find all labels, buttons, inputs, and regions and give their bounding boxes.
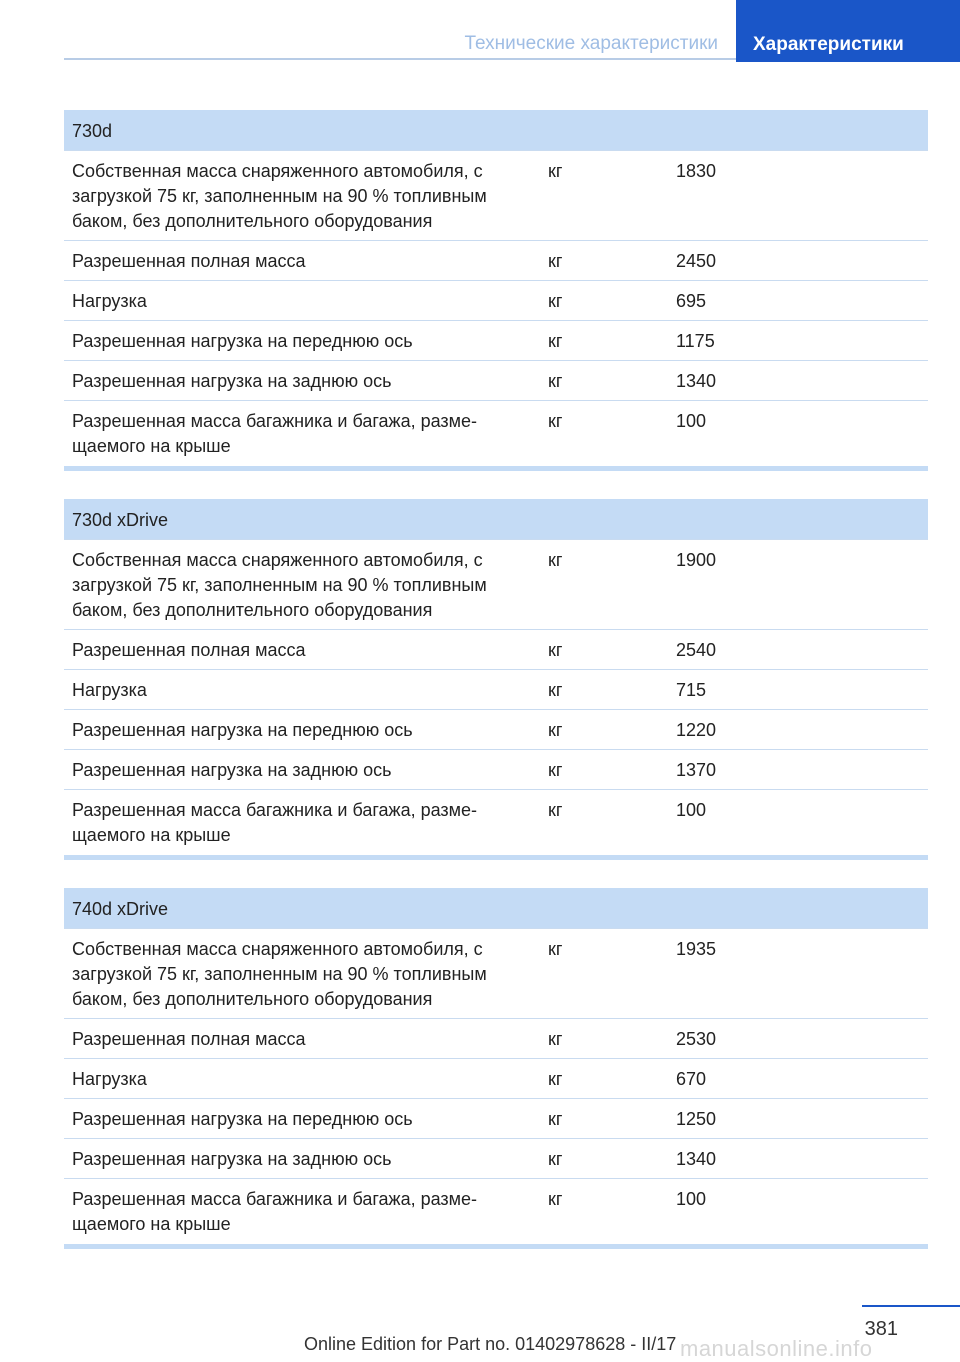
row-unit: кг [548, 161, 563, 181]
row-value: 695 [676, 291, 707, 311]
table-title: 740d xDrive [64, 888, 928, 928]
page-header [64, 0, 960, 62]
spec-table-730d-xdrive [64, 499, 928, 860]
table-row [64, 1098, 928, 1138]
row-value: 1175 [676, 331, 715, 351]
row-label: Разрешенная нагрузка на переднюю ось [72, 331, 413, 351]
row-unit: кг [548, 800, 563, 820]
table-row [64, 539, 928, 629]
row-unit: кг [548, 411, 563, 431]
table-row [64, 928, 928, 1018]
table-row [64, 240, 928, 280]
row-unit: кг [548, 251, 563, 271]
chapter-tab: Характеристики [736, 0, 960, 62]
table-row [64, 150, 928, 240]
row-unit: кг [548, 1109, 563, 1129]
row-label: Собственная масса снаряженного автомобиля, с загрузкой 75 кг, заполненным на 90 % топливным баком, без дополнительного оборудования [72, 161, 487, 231]
table-row [64, 400, 928, 466]
row-unit: кг [548, 939, 563, 959]
row-label: Собственная масса снаряженного автомобиля, с загрузкой 75 кг, заполненным на 90 % топливным баком, без дополнительного оборудования [72, 939, 487, 1009]
table-row [64, 669, 928, 709]
row-label: Разрешенная нагрузка на переднюю ось [72, 720, 413, 740]
row-unit: кг [548, 331, 563, 351]
table-row [64, 789, 928, 855]
row-value: 100 [676, 800, 707, 820]
table-bottom-rule [64, 466, 928, 471]
row-value: 1900 [676, 550, 717, 570]
table-row [64, 280, 928, 320]
row-value: 1250 [676, 1109, 717, 1129]
table-row [64, 320, 928, 360]
row-label: Разрешенная полная масса [72, 1029, 306, 1049]
row-label: Разрешенная нагрузка на заднюю ось [72, 760, 392, 780]
row-value: 670 [676, 1069, 707, 1089]
row-label: Разрешенная масса багажника и багажа, размещаемого на крыше [72, 411, 478, 456]
row-unit: кг [548, 291, 563, 311]
table-bottom-rule [64, 1244, 928, 1249]
row-value: 1370 [676, 760, 717, 780]
table-row [64, 749, 928, 789]
table-row [64, 360, 928, 400]
row-label: Разрешенная масса багажника и багажа, размещаемого на крыше [72, 800, 478, 845]
table-row [64, 1138, 928, 1178]
table-row [64, 709, 928, 749]
row-unit: кг [548, 1189, 563, 1209]
row-label: Разрешенная полная масса [72, 640, 306, 660]
footer-rule [862, 1305, 960, 1307]
spec-table-730d [64, 110, 928, 471]
row-value: 2450 [676, 251, 717, 271]
row-label: Разрешенная масса багажника и багажа, размещаемого на крыше [72, 1189, 478, 1234]
row-unit: кг [548, 760, 563, 780]
spec-table-740d-xdrive [64, 888, 928, 1249]
table-bottom-rule [64, 855, 928, 860]
row-value: 100 [676, 411, 707, 431]
row-unit: кг [548, 1149, 563, 1169]
row-value: 100 [676, 1189, 707, 1209]
row-label: Собственная масса снаряженного автомобиля, с загрузкой 75 кг, заполненным на 90 % топливным баком, без дополнительного оборудования [72, 550, 487, 620]
row-label: Разрешенная полная масса [72, 251, 306, 271]
row-value: 1340 [676, 1149, 717, 1169]
row-value: 1935 [676, 939, 717, 959]
row-value: 715 [676, 680, 707, 700]
table-row [64, 1058, 928, 1098]
row-label: Нагрузка [72, 291, 147, 311]
row-unit: кг [548, 1069, 563, 1089]
watermark: manualsonline.info [680, 1336, 873, 1361]
row-unit: кг [548, 720, 563, 740]
table-title: 730d [64, 110, 928, 150]
table-title: 730d xDrive [64, 499, 928, 539]
table-row [64, 629, 928, 669]
row-label: Разрешенная нагрузка на заднюю ось [72, 371, 392, 391]
row-value: 2530 [676, 1029, 717, 1049]
row-unit: кг [548, 640, 563, 660]
row-value: 1830 [676, 161, 717, 181]
table-row [64, 1178, 928, 1244]
table-row [64, 1018, 928, 1058]
row-value: 1220 [676, 720, 717, 740]
row-unit: кг [548, 680, 563, 700]
row-label: Разрешенная нагрузка на переднюю ось [72, 1109, 413, 1129]
row-unit: кг [548, 1029, 563, 1049]
row-label: Нагрузка [72, 1069, 147, 1089]
row-unit: кг [548, 371, 563, 391]
row-unit: кг [548, 550, 563, 570]
edition-note: Online Edition for Part no. 01402978628 - II/17 [304, 1334, 677, 1354]
row-value: 2540 [676, 640, 717, 660]
row-label: Нагрузка [72, 680, 147, 700]
section-title: Технические характеристики [64, 0, 736, 60]
page-number: 381 [864, 1318, 898, 1340]
row-value: 1340 [676, 371, 717, 391]
row-label: Разрешенная нагрузка на заднюю ось [72, 1149, 392, 1169]
